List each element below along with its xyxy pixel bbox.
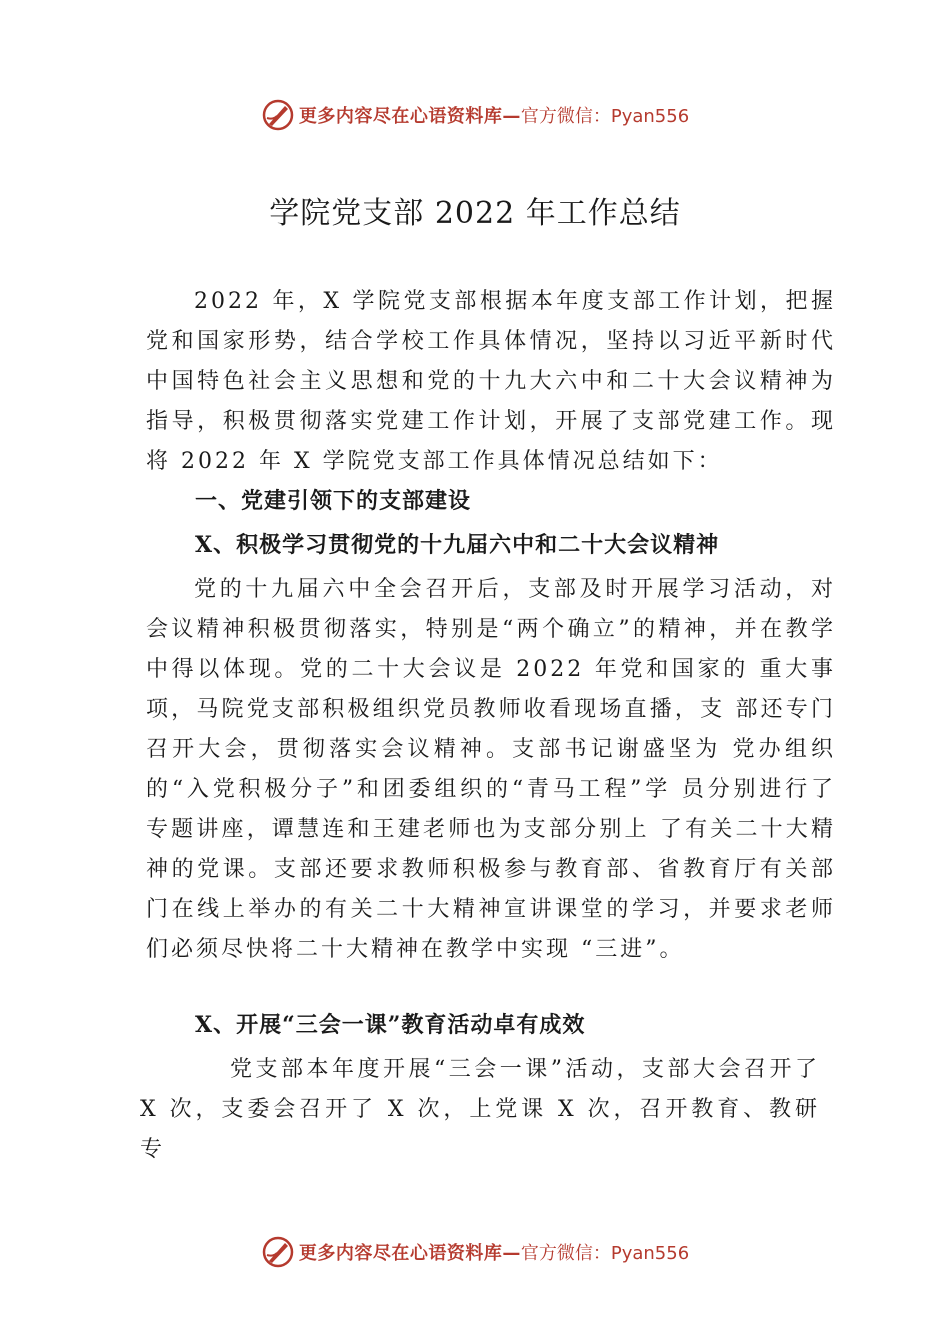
header-watermark-banner	[0, 95, 950, 135]
watermark-site-text: 更多内容尽在心语资料库—	[298, 1243, 521, 1264]
intro-paragraph: 2022 年，X 学院党支部根据本年度支部工作计划，把握党和国家形势，结合学校工作具体情况，坚持以习近平新时代中国特色社会主义思想和党的十九大六中和二十大会议精神为指导，积极贯彻落实党建工作计划，开展了支部党建工作。现将 2022 年 X 学院党支部工作具体情况总结如下：	[146, 289, 836, 474]
pen-logo-icon	[261, 98, 295, 132]
subsection-2-body: 党支部本年度开展“三会一课”活动，支部大会召开了 X 次，支委会召开了 X 次，上党课 X 次，召开教育、教研专	[140, 1057, 820, 1162]
watermark-wechat-text: 官方微信：Pyan556	[520, 106, 690, 127]
watermark-site-text: 更多内容尽在心语资料库—	[298, 106, 521, 127]
footer-watermark-banner	[0, 1232, 950, 1272]
section-heading-1: 一、党建引领下的支部建设	[195, 488, 472, 514]
subsection-heading-2: X、开展“三会一课”教育活动卓有成效	[195, 1012, 586, 1038]
subsection-heading-1: X、积极学习贯彻党的十九届六中和二十大会议精神	[195, 532, 720, 558]
document-title: 学院党支部 2022 年工作总结	[269, 196, 681, 231]
pen-logo-icon	[261, 1235, 295, 1269]
watermark-wechat-text: 官方微信：Pyan556	[520, 1243, 690, 1264]
subsection-1-body: 党的十九届六中全会召开后，支部及时开展学习活动，对会议精神积极贯彻落实，特别是“两个确立”的精神，并在教学中得以体现。党的二十大会议是 2022 年党和国家的 重大事项，马院党支部积极组织党员教师收看现场直播，支 部还专门召开大会，贯彻落实会议精神。支部书记谢盛坚为 党办组织的“入党积极分子”和团委组织的“青马工程”学 员分别进行了专题讲座，谭慧连和王建老师也为支部分别上 了有关二十大精神的党课。支部还要求教师积极参与教育部、省教育厅有关部门在线上举办的有关二十大精神宣讲课堂的学习，并要求老师们必须尽快将二十大精神在教学中实现 “三进”。	[146, 577, 836, 962]
